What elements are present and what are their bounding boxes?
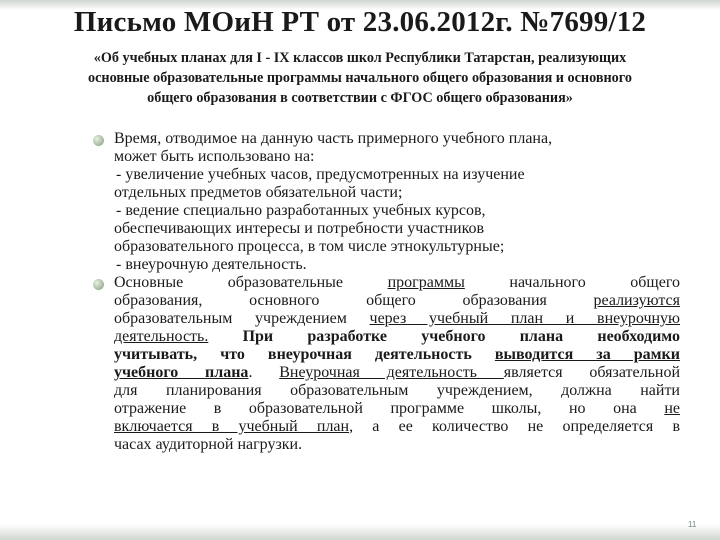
bullet-item-main-programs bbox=[114, 274, 680, 454]
text-line: образования, основного общего образования реализуются bbox=[114, 292, 680, 309]
bullet-item-time-usage bbox=[114, 130, 680, 274]
text-line: Время, отводимое на данную часть примерного учебного плана, bbox=[114, 130, 553, 147]
slide-title: Письмо МОиН РТ от 23.06.2012г. №7699/12 bbox=[73, 6, 647, 38]
subtitle-line: общего образования в соответствии с ФГОС общего образования» bbox=[147, 90, 573, 106]
text-line: обеспечивающих интересы и потребности участников bbox=[114, 220, 485, 237]
text-line: для планирования образовательным учреждением, должна найти bbox=[114, 382, 680, 399]
subtitle-line: «Об учебных планах для I - IX классов школ Республики Татарстан, реализующих bbox=[93, 50, 627, 66]
text-line: - внеурочную деятельность. bbox=[116, 256, 307, 273]
text-line: учебного плана. Внеурочная деятельность является обязательной bbox=[114, 364, 681, 381]
text-line: образовательного процесса, в том числе этнокультурные; bbox=[114, 238, 505, 255]
bullet-icon bbox=[93, 279, 104, 290]
bullet-icon bbox=[93, 135, 104, 146]
text-line: деятельность. При разработке учебного плана необходимо bbox=[114, 328, 680, 345]
subtitle-line: основные образовательные программы начального общего образования и основного bbox=[88, 70, 632, 86]
text-line: включается в учебный план, а ее количество не определяется в bbox=[114, 418, 680, 435]
text-line: часах аудиторной нагрузки. bbox=[114, 436, 303, 453]
text-line: образовательным учреждением через учебный план и внеурочную bbox=[114, 310, 680, 327]
slide-subtitle bbox=[80, 48, 640, 108]
text-line: Основные образовательные программы начального общего bbox=[114, 274, 680, 291]
slide-body bbox=[114, 130, 680, 454]
text-line: отдельных предметов обязательной части; bbox=[114, 184, 403, 201]
text-line: - ведение специально разработанных учебных курсов, bbox=[116, 202, 486, 219]
text-line: может быть использовано на: bbox=[114, 148, 315, 165]
slide-bottom-border bbox=[0, 524, 720, 540]
text-line: отражение в образовательной программе школы, но она не bbox=[114, 400, 680, 417]
text-line: учитывать, что внеурочная деятельность выводится за рамки bbox=[114, 346, 680, 363]
slide-number: 11 bbox=[688, 520, 697, 529]
text-line: - увеличение учебных часов, предусмотренных на изучение bbox=[116, 166, 525, 183]
